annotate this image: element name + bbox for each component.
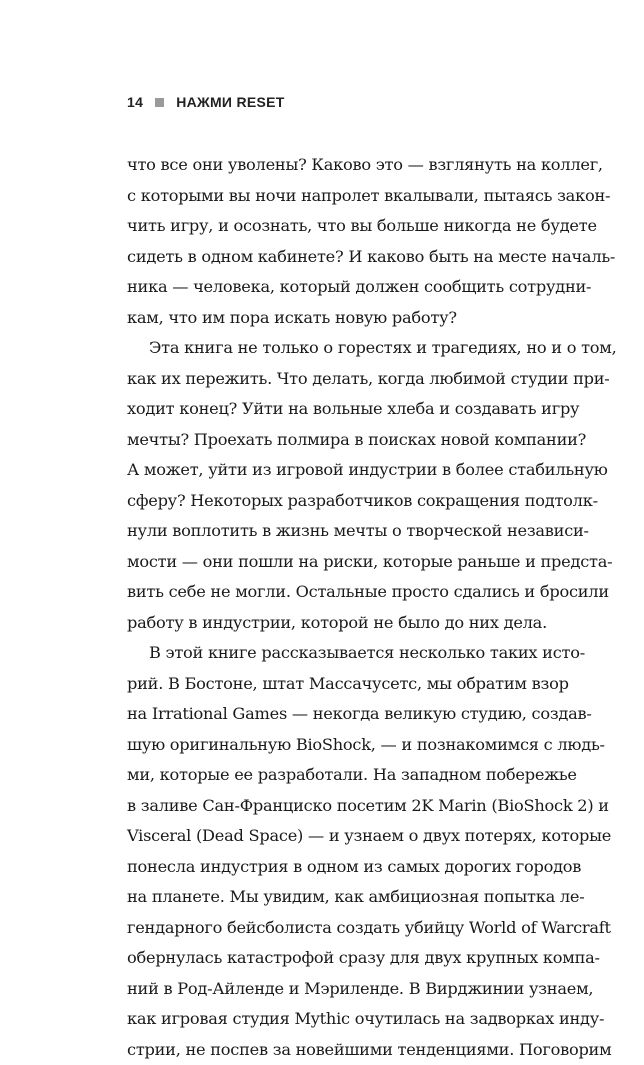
text-line: ника — человека, который должен сообщить сотрудни- xyxy=(127,272,545,303)
text-line: Visceral (Dead Space) — и узнаем о двух потерях, которые xyxy=(127,821,545,852)
paragraph-2 xyxy=(127,333,545,638)
text-line: ходит конец? Уйти на вольные хлеба и создавать игру xyxy=(127,394,545,425)
text-line: в заливе Сан-Франциско посетим 2K Marin (BioShock 2) и xyxy=(127,791,545,822)
book-title: НАЖМИ RESET xyxy=(176,94,284,110)
text-line: что все они уволены? Каково это — взглянуть на коллег, xyxy=(127,150,545,181)
text-line: стрии, не поспев за новейшими тенденциями. Поговорим xyxy=(127,1035,545,1065)
text-line: сферу? Некоторых разработчиков сокращения подтолк- xyxy=(127,486,545,517)
text-line: А может, уйти из игровой индустрии в более стабильную xyxy=(127,455,545,486)
text-line: кам, что им пора искать новую работу? xyxy=(127,303,545,334)
text-line: чить игру, и осознать, что вы больше никогда не будете xyxy=(127,211,545,242)
text-line: как игровая студия Mythic очутилась на задворках инду- xyxy=(127,1004,545,1035)
text-line: на планете. Мы увидим, как амбициозная попытка ле- xyxy=(127,882,545,913)
text-line: мечты? Проехать полмира в поисках новой компании? xyxy=(127,425,545,456)
text-line: обернулась катастрофой сразу для двух крупных компа- xyxy=(127,943,545,974)
text-line: с которыми вы ночи напролет вкалывали, пытаясь закон- xyxy=(127,181,545,212)
text-line: Эта книга не только о горестях и трагедиях, но и о том, xyxy=(127,333,545,364)
paragraph-1 xyxy=(127,150,545,333)
text-line: ми, которые ее разработали. На западном побережье xyxy=(127,760,545,791)
body-text xyxy=(127,150,545,1065)
paragraph-3 xyxy=(127,638,545,1065)
running-head xyxy=(127,92,285,112)
text-line: понесла индустрия в одном из самых дорогих городов xyxy=(127,852,545,883)
text-line: ний в Род-Айленде и Мэриленде. В Вирджинии узнаем, xyxy=(127,974,545,1005)
text-line: В этой книге рассказывается несколько таких исто- xyxy=(127,638,545,669)
square-ornament-icon xyxy=(155,98,164,107)
text-line: на Irrational Games — некогда великую студию, создав- xyxy=(127,699,545,730)
text-line: работу в индустрии, которой не было до них дела. xyxy=(127,608,545,639)
text-line: мости — они пошли на риски, которые раньше и предста- xyxy=(127,547,545,578)
text-line: шую оригинальную BioShock, — и познакомимся с людь- xyxy=(127,730,545,761)
text-line: как их пережить. Что делать, когда любимой студии при- xyxy=(127,364,545,395)
text-line: вить себе не могли. Остальные просто сдались и бросили xyxy=(127,577,545,608)
text-line: сидеть в одном кабинете? И каково быть на месте началь- xyxy=(127,242,545,273)
page-number: 14 xyxy=(127,94,143,110)
text-line: нули воплотить в жизнь мечты о творческой независи- xyxy=(127,516,545,547)
text-line: рий. В Бостоне, штат Массачусетс, мы обратим взор xyxy=(127,669,545,700)
text-line: гендарного бейсболиста создать убийцу World of Warcraft xyxy=(127,913,545,944)
